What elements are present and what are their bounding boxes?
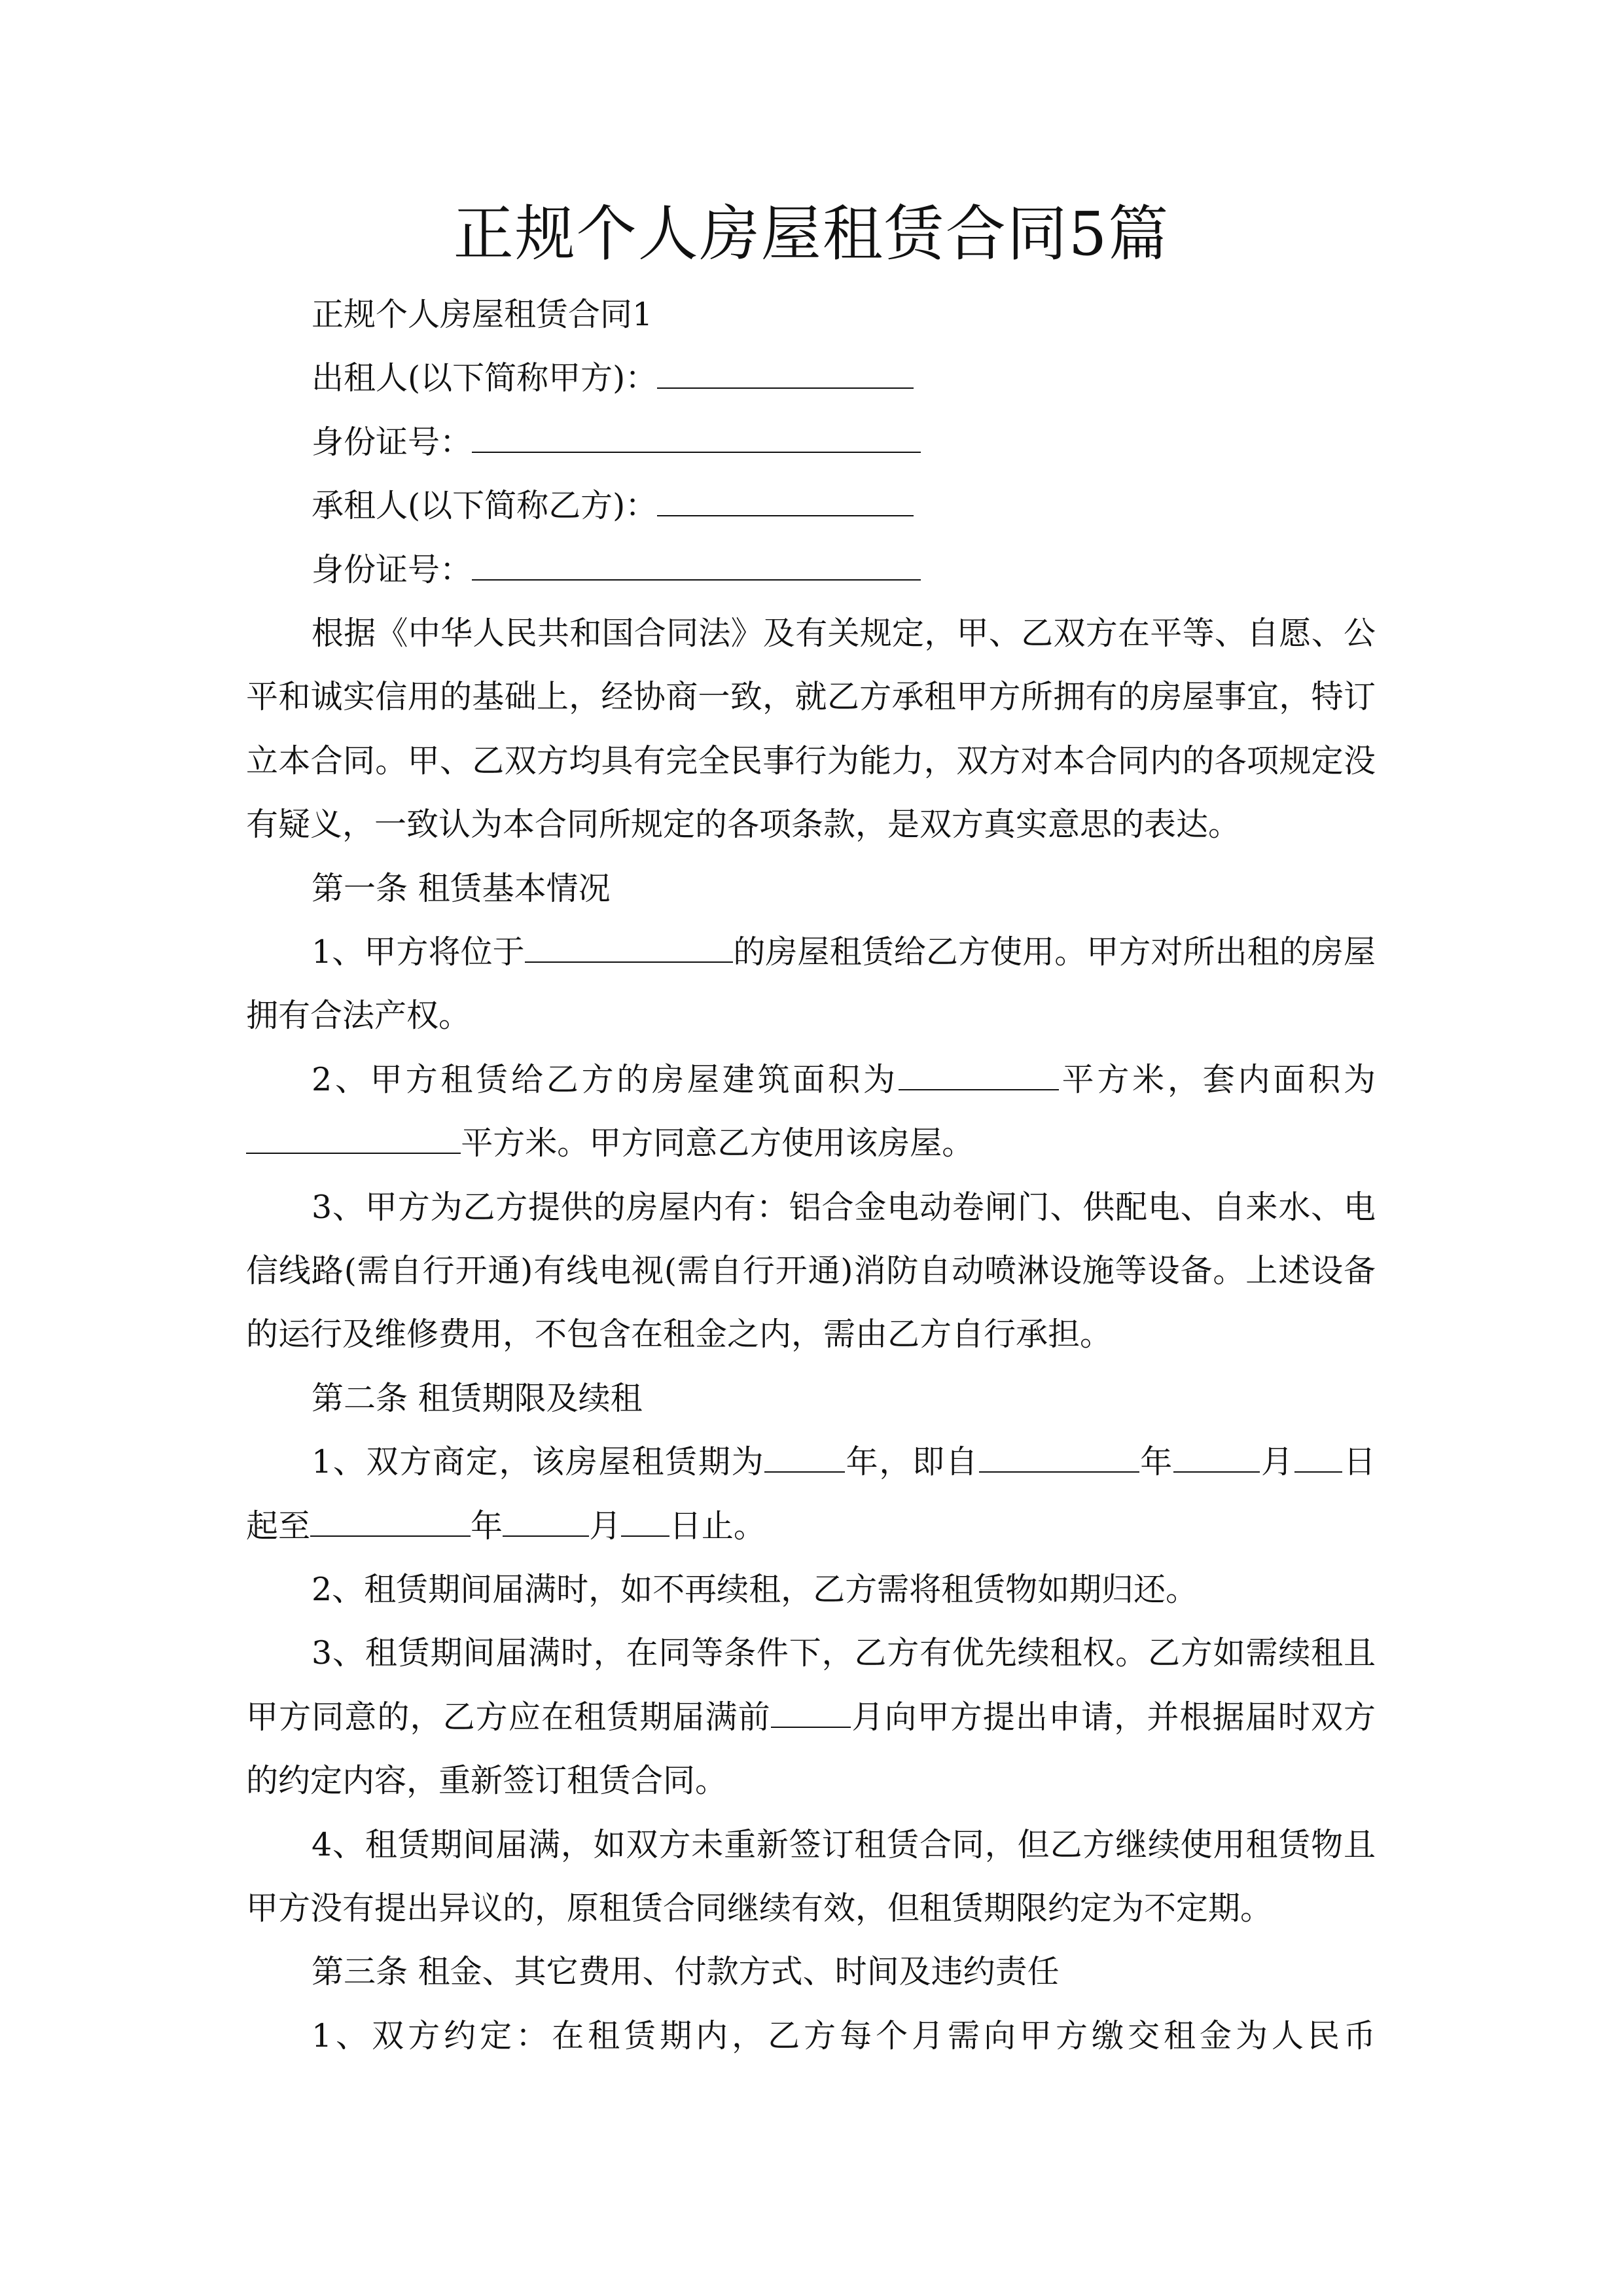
text-line — [246, 614, 1376, 653]
text-segment: 第三条 租金、其它费用、付款方式、时间及违约责任 — [312, 1953, 1060, 1991]
text-segment: 日止。 — [669, 1507, 766, 1545]
text-segment: 1、双方约定：在租赁期内，乙方每个月需向甲方缴交租金为人民币 — [312, 2017, 1376, 2054]
fill-in-blank — [310, 1507, 471, 1537]
text-line — [246, 1379, 1376, 1418]
text-segment: 1、双方商定，该房屋租赁期为 — [312, 1443, 765, 1481]
text-segment: 立本合同。甲、乙双方均具有完全民事行为能力，双方对本合同内的各项规定没 — [246, 742, 1376, 780]
text-line — [246, 805, 1376, 844]
text-line — [246, 423, 1376, 462]
text-line — [246, 1124, 1376, 1163]
fill-in-blank — [899, 1060, 1059, 1090]
text-segment: 身份证号： — [312, 423, 473, 461]
fill-in-blank — [525, 933, 734, 963]
text-line — [246, 1761, 1376, 1801]
text-segment: 拥有合法产权。 — [246, 997, 471, 1035]
text-line — [246, 742, 1376, 781]
text-segment: 月 — [589, 1507, 622, 1545]
fill-in-blank — [246, 1124, 461, 1154]
text-segment: 的房屋租赁给乙方使用。甲方对所出租的房屋 — [733, 933, 1376, 971]
text-segment: 出租人(以下简称甲方)： — [312, 359, 658, 397]
text-segment: 正规个人房屋租赁合同1 — [312, 296, 653, 333]
text-segment: 平和诚实信用的基础上，经协商一致，就乙方承租甲方所拥有的房屋事宜，特订 — [246, 678, 1376, 716]
text-line — [246, 295, 1376, 334]
text-segment: 根据《中华人民共和国合同法》及有关规定，甲、乙双方在平等、自愿、公 — [312, 615, 1376, 652]
text-segment: 平方米，套内面积为 — [1058, 1060, 1376, 1098]
text-segment: 月向甲方提出申请，并根据届时双方 — [851, 1698, 1376, 1736]
text-line — [246, 1060, 1376, 1100]
text-segment: 起至 — [246, 1507, 311, 1545]
text-segment: 的约定内容，重新签订租赁合同。 — [246, 1762, 728, 1800]
text-segment: 承租人(以下简称乙方)： — [312, 487, 658, 525]
text-line — [246, 1443, 1376, 1482]
text-line — [246, 1315, 1376, 1354]
fill-in-blank — [1173, 1443, 1260, 1473]
text-segment: 月 — [1260, 1443, 1294, 1481]
fill-in-blank — [472, 550, 921, 581]
text-segment: 2、甲方租赁给乙方的房屋建筑面积为 — [312, 1060, 899, 1098]
text-line — [246, 996, 1376, 1035]
text-segment: 有疑义，一致认为本合同所规定的各项条款，是双方真实意思的表达。 — [246, 806, 1241, 844]
text-line — [246, 2017, 1376, 2056]
fill-in-blank — [764, 1443, 845, 1473]
text-line — [246, 486, 1376, 526]
text-line — [246, 1889, 1376, 1928]
fill-in-blank — [1294, 1443, 1343, 1473]
text-line — [246, 1570, 1376, 1609]
fill-in-blank — [979, 1443, 1139, 1473]
text-segment: 平方米。甲方同意乙方使用该房屋。 — [461, 1124, 974, 1162]
text-line — [246, 1952, 1376, 1992]
fill-in-blank — [657, 359, 914, 389]
document-title: 正规个人房屋租赁合同5篇 — [453, 199, 1170, 269]
fill-in-blank — [503, 1507, 589, 1537]
text-line — [246, 1825, 1376, 1865]
text-line — [246, 550, 1376, 590]
text-segment: 年 — [471, 1507, 503, 1545]
text-segment: 信线路(需自行开通)有线电视(需自行开通)消防自动喷淋设施等设备。上述设备 — [246, 1252, 1376, 1289]
text-line — [246, 1251, 1376, 1291]
text-segment: 身份证号： — [312, 550, 473, 588]
text-segment: 2、租赁期间届满时，如不再续租，乙方需将租赁物如期归还。 — [312, 1571, 1198, 1608]
text-line — [246, 869, 1376, 908]
text-line — [246, 1188, 1376, 1227]
text-segment: 第二条 租赁期限及续租 — [312, 1379, 643, 1417]
text-segment: 1、甲方将位于 — [312, 933, 525, 971]
text-segment: 年，即自 — [844, 1443, 979, 1481]
text-line — [246, 1634, 1376, 1673]
text-segment: 年 — [1139, 1443, 1173, 1481]
text-segment: 3、租赁期间届满时，在同等条件下，乙方有优先续租权。乙方如需续租且 — [312, 1634, 1376, 1672]
text-line — [246, 677, 1376, 717]
fill-in-blank — [621, 1507, 669, 1537]
fill-in-blank — [771, 1698, 851, 1728]
text-line — [246, 933, 1376, 972]
text-line — [246, 359, 1376, 398]
text-segment: 甲方同意的，乙方应在租赁期届满前 — [246, 1698, 771, 1736]
fill-in-blank — [472, 423, 921, 453]
text-segment: 4、租赁期间届满，如双方未重新签订租赁合同，但乙方继续使用租赁物且 — [312, 1825, 1376, 1863]
text-line — [246, 1698, 1376, 1737]
text-segment: 的运行及维修费用，不包含在租金之内，需由乙方自行承担。 — [246, 1316, 1113, 1354]
text-line — [246, 1507, 1376, 1546]
text-segment: 第一条 租赁基本情况 — [312, 869, 611, 907]
text-segment: 甲方没有提出异议的，原租赁合同继续有效，但租赁期限约定为不定期。 — [246, 1890, 1273, 1927]
text-segment: 日 — [1342, 1443, 1376, 1481]
text-segment: 3、甲方为乙方提供的房屋内有：铝合金电动卷闸门、供配电、自来水、电 — [312, 1188, 1376, 1226]
fill-in-blank — [657, 486, 914, 516]
